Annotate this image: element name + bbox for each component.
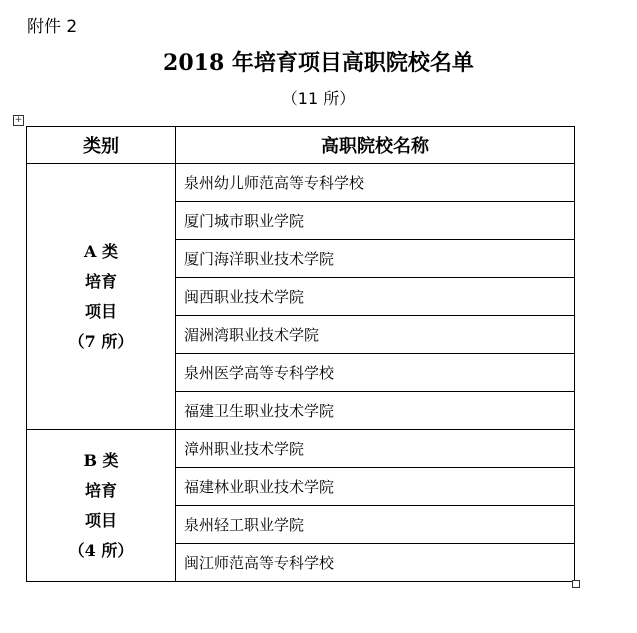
school-name-cell: 泉州轻工职业学院	[176, 506, 575, 544]
school-name-cell: 厦门城市职业学院	[176, 202, 575, 240]
school-name-cell: 福建卫生职业技术学院	[176, 392, 575, 430]
header-category: 类别	[27, 127, 176, 164]
table-resize-handle[interactable]	[572, 580, 580, 588]
school-name-cell: 泉州幼儿师范高等专科学校	[176, 164, 575, 202]
school-name-cell: 漳州职业技术学院	[176, 430, 575, 468]
document-title: 2018 年培育项目高职院校名单	[163, 50, 474, 76]
category-b-line: （4 所）	[68, 540, 134, 560]
school-name-cell: 闽西职业技术学院	[176, 278, 575, 316]
table-row	[27, 164, 575, 202]
header-school-name: 高职院校名称	[176, 127, 575, 164]
school-list-table	[26, 126, 575, 582]
category-a-line: （7 所）	[68, 331, 134, 351]
category-a-line: 培育	[84, 271, 117, 291]
school-name-cell: 福建林业职业技术学院	[176, 468, 575, 506]
category-b-line: 项目	[84, 510, 117, 530]
attachment-label: 附件 2	[27, 17, 78, 37]
category-b-line: B 类	[83, 450, 119, 470]
school-name-cell: 泉州医学高等专科学校	[176, 354, 575, 392]
document-subtitle: （11 所）	[281, 89, 356, 108]
category-a-line: A 类	[84, 241, 118, 261]
table-move-handle-icon[interactable]: +	[14, 115, 23, 125]
table-row	[27, 430, 575, 468]
category-b-line: 培育	[84, 480, 117, 500]
school-name-cell: 闽江师范高等专科学校	[176, 544, 575, 582]
school-name-cell: 湄洲湾职业技术学院	[176, 316, 575, 354]
category-a-cell	[27, 164, 176, 430]
school-name-cell: 厦门海洋职业技术学院	[176, 240, 575, 278]
category-a-line: 项目	[84, 301, 117, 321]
category-b-cell	[27, 430, 176, 582]
table-header-row	[27, 127, 575, 164]
